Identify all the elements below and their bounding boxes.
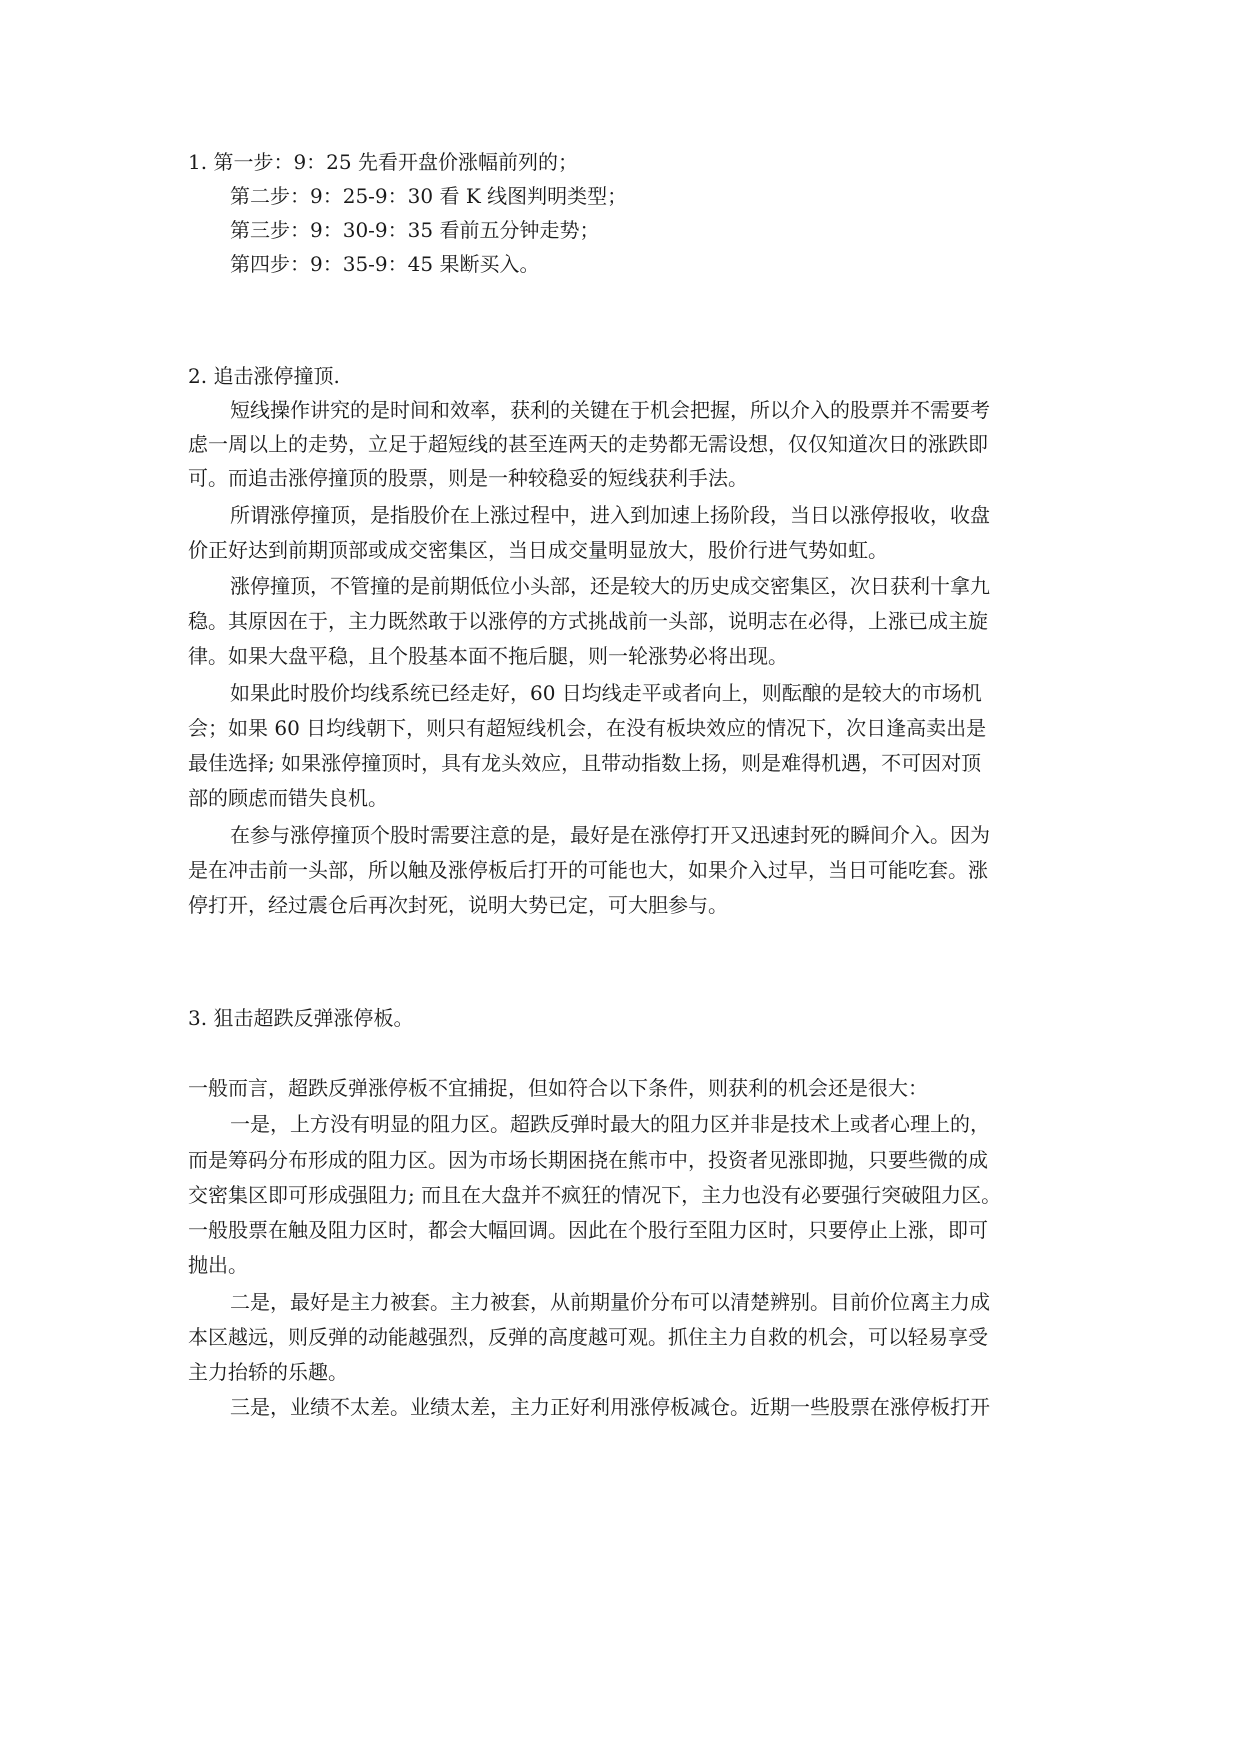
step-1-line: 1. 第一步：9：25 先看开盘价涨幅前列的； — [188, 150, 578, 174]
paragraph-line: 一是，上方没有明显的阻力区。超跌反弹时最大的阻力区并非是技术上或者心理上的， — [230, 1112, 990, 1136]
paragraph-line: 主力抬轿的乐趣。 — [188, 1360, 348, 1384]
step-4-line: 第四步：9：35-9：45 果断买入。 — [230, 252, 540, 276]
step-3-line: 第三步：9：30-9：35 看前五分钟走势； — [230, 218, 600, 242]
section-2-heading: 2. 追击涨停撞顶. — [188, 364, 340, 388]
step-2-line: 第二步：9：25-9：30 看 K 线图判明类型； — [230, 184, 628, 208]
paragraph-line: 交密集区即可形成强阻力; 而且在大盘并不疯狂的情况下，主力也没有必要强行突破阻力区。 — [188, 1183, 1002, 1207]
paragraph-line: 所谓涨停撞顶，是指股价在上涨过程中，进入到加速上扬阶段，当日以涨停报收，收盘 — [230, 503, 990, 527]
paragraph-line: 二是，最好是主力被套。主力被套，从前期量价分布可以清楚辨别。目前价位离主力成 — [230, 1290, 990, 1314]
paragraph-line: 在参与涨停撞顶个股时需要注意的是，最好是在涨停打开又迅速封死的瞬间介入。因为 — [230, 823, 990, 847]
paragraph-line: 最佳选择; 如果涨停撞顶时，具有龙头效应，且带动指数上扬，则是难得机遇，不可因对顶 — [188, 751, 982, 775]
paragraph-line: 三是，业绩不太差。业绩太差，主力正好利用涨停板减仓。近期一些股票在涨停板打开 — [230, 1395, 990, 1419]
paragraph-line: 一般股票在触及阻力区时，都会大幅回调。因此在个股行至阻力区时，只要停止上涨，即可 — [188, 1218, 988, 1242]
paragraph-line: 会；如果 60 日均线朝下，则只有超短线机会，在没有板块效应的情况下，次日逢高卖出是 — [188, 716, 987, 740]
paragraph-line: 是在冲击前一头部，所以触及涨停板后打开的可能也大，如果介入过早，当日可能吃套。涨 — [188, 858, 988, 882]
paragraph-line: 价正好达到前期顶部或成交密集区，当日成交量明显放大，股价行进气势如虹。 — [188, 538, 888, 562]
paragraph-line: 可。而追击涨停撞顶的股票，则是一种较稳妥的短线获利手法。 — [188, 466, 748, 490]
section-3-heading: 3. 狙击超跌反弹涨停板。 — [188, 1006, 414, 1030]
paragraph-line: 涨停撞顶，不管撞的是前期低位小头部，还是较大的历史成交密集区，次日获利十拿九 — [230, 574, 990, 598]
paragraph-line: 如果此时股价均线系统已经走好，60 日均线走平或者向上，则酝酿的是较大的市场机 — [230, 681, 982, 705]
paragraph-line: 停打开，经过震仓后再次封死，说明大势已定，可大胆参与。 — [188, 893, 728, 917]
paragraph-line: 部的顾虑而错失良机。 — [188, 786, 388, 810]
paragraph-line: 本区越远，则反弹的动能越强烈，反弹的高度越可观。抓住主力自救的机会，可以轻易享受 — [188, 1325, 988, 1349]
paragraph-line: 稳。其原因在于，主力既然敢于以涨停的方式挑战前一头部，说明志在必得，上涨已成主旋 — [188, 609, 988, 633]
paragraph-line: 虑一周以上的走势，立足于超短线的甚至连两天的走势都无需设想，仅仅知道次日的涨跌即 — [188, 432, 988, 456]
paragraph-line: 短线操作讲究的是时间和效率，获利的关键在于机会把握，所以介入的股票并不需要考 — [230, 398, 990, 422]
paragraph-line: 一般而言，超跌反弹涨停板不宜捕捉，但如符合以下条件，则获利的机会还是很大： — [188, 1076, 928, 1100]
paragraph-line: 而是筹码分布形成的阻力区。因为市场长期困挠在熊市中，投资者见涨即抛，只要些微的成 — [188, 1148, 988, 1172]
paragraph-line: 抛出。 — [188, 1253, 248, 1277]
paragraph-line: 律。如果大盘平稳，且个股基本面不拖后腿，则一轮涨势必将出现。 — [188, 644, 788, 668]
